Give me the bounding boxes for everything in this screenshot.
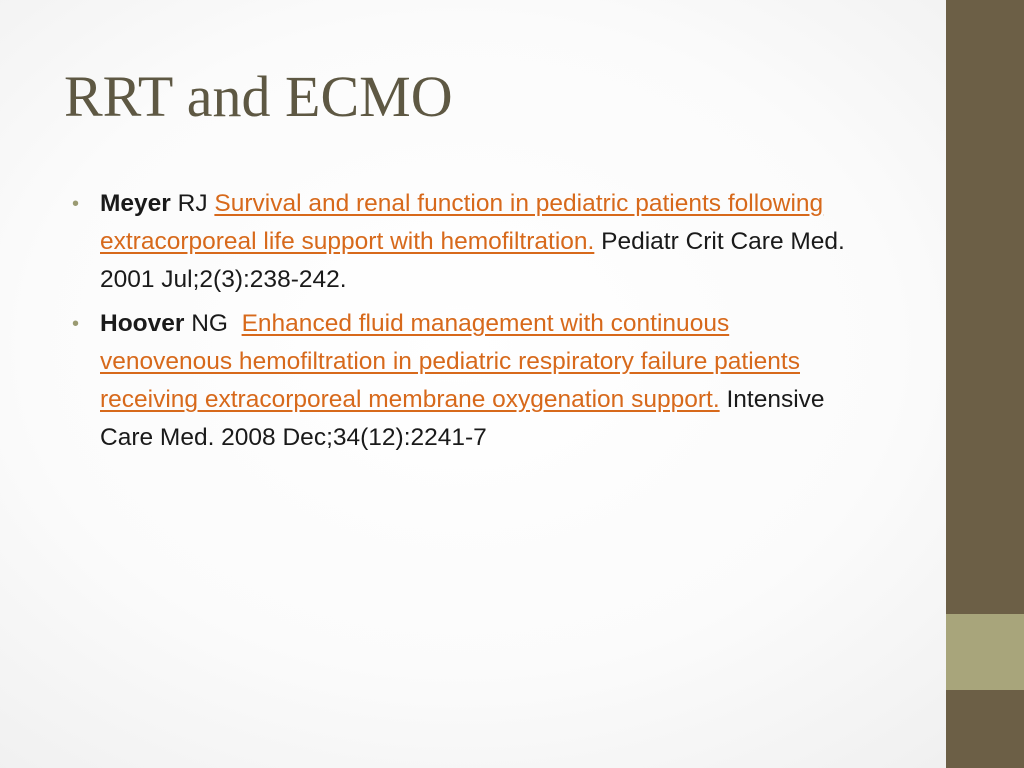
reference-item-meyer [72,185,852,299]
slide-title: RRT and ECMO [64,64,453,129]
sidebar-accent-block [946,614,1024,690]
reference-list [72,185,852,457]
reference-item-hoover [72,305,852,457]
bullet-icon: • [72,193,80,215]
reference-citation: Intensive Care Med. 2008 Dec;34(12):2241-7 [100,386,825,451]
reference-link[interactable]: Enhanced fluid management with continuous venovenous hemofiltration in pediatric respiratory failure patients receiving extracorporeal membrane oxygenation support. [100,310,800,413]
reference-initials: NG [184,310,242,337]
reference-link[interactable]: Survival and renal function in pediatric patients following extracorporeal life support with hemofiltration. [100,190,824,255]
reference-author: Meyer [100,190,171,217]
bullet-icon: • [72,313,80,335]
reference-author: Hoover [100,310,185,337]
slide-content [72,185,852,463]
reference-citation: Pediatr Crit Care Med. 2001 Jul;2(3):238-242. [100,228,845,293]
reference-initials: RJ [170,190,215,217]
